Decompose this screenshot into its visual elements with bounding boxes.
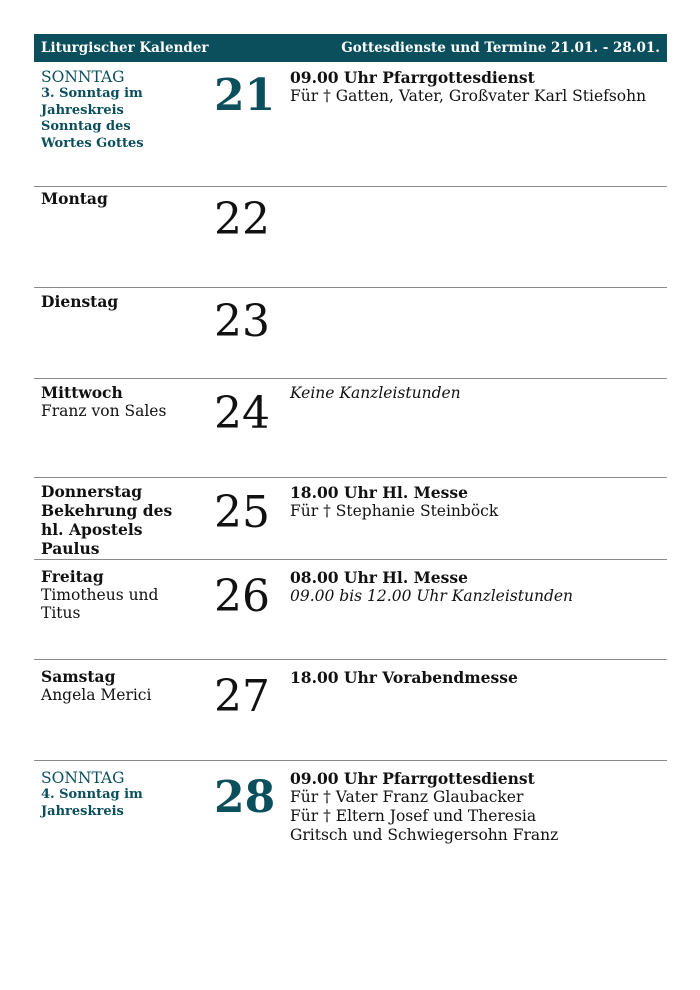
day-row-23 [34, 287, 667, 379]
event-note: 09.00 bis 12.00 Uhr Kanzleistunden [290, 587, 574, 605]
day-row-25 [34, 477, 667, 560]
day-name: Samstag [41, 667, 116, 686]
day-number: 25 [214, 487, 270, 538]
feast-name: 4. Sonntag im Jahreskreis [41, 787, 143, 819]
event-intention: Für † Stephanie Steinböck [290, 502, 499, 520]
day-row-24 [34, 378, 667, 478]
feast-name: Franz von Sales [41, 402, 167, 420]
feast-name: Bekehrung des hl. Apostels Paulus [41, 501, 173, 558]
day-label [41, 190, 201, 208]
day-row-22 [34, 186, 667, 288]
day-name: SONNTAG [41, 769, 125, 787]
day-events [290, 68, 660, 106]
day-name: Freitag [41, 567, 104, 586]
day-events [290, 668, 660, 687]
day-number: 28 [214, 772, 276, 823]
event-title: 09.00 Uhr Pfarrgottesdienst [290, 769, 535, 788]
header-date-range: Gottesdienste und Termine 21.01. - 28.01. [341, 40, 660, 56]
day-events [290, 483, 660, 521]
day-name: Donnerstag [41, 482, 143, 501]
day-number: 21 [214, 70, 276, 121]
day-number: 22 [214, 194, 270, 245]
day-number: 23 [214, 296, 270, 347]
event-intention: Für † Gatten, Vater, Großvater Karl Stiefsohn [290, 87, 647, 105]
day-label [41, 568, 201, 622]
feast-name: 3. Sonntag im Jahreskreis Sonntag des Wortes Gottes [41, 86, 144, 151]
day-row-27 [34, 659, 667, 761]
day-label [41, 68, 201, 152]
day-row-21 [34, 68, 667, 186]
day-label [41, 769, 201, 820]
header-title: Liturgischer Kalender [41, 40, 209, 56]
day-name: Mittwoch [41, 383, 123, 402]
event-note: Keine Kanzleistunden [290, 384, 461, 402]
day-row-28 [34, 760, 667, 881]
day-events [290, 769, 660, 845]
day-name: Montag [41, 189, 108, 208]
day-label [41, 668, 201, 704]
feast-name: Timotheus und Titus [41, 586, 159, 622]
event-intention: Für † Vater Franz Glaubacker [290, 788, 524, 806]
event-intention: Für † Eltern Josef und Theresia Gritsch und Schwiegersohn Franz [290, 807, 559, 844]
event-title: 08.00 Uhr Hl. Messe [290, 568, 468, 587]
day-row-26 [34, 559, 667, 660]
day-name: Dienstag [41, 292, 119, 311]
day-number: 24 [214, 388, 270, 439]
event-title: 09.00 Uhr Pfarrgottesdienst [290, 68, 535, 87]
day-events [290, 384, 660, 403]
day-label [41, 384, 201, 420]
day-label [41, 483, 201, 558]
day-number: 26 [214, 571, 270, 622]
day-name: SONNTAG [41, 68, 125, 86]
day-events [290, 568, 660, 606]
event-title: 18.00 Uhr Vorabendmesse [290, 668, 518, 687]
feast-name: Angela Merici [41, 686, 152, 704]
calendar-header [34, 34, 667, 62]
day-label [41, 293, 201, 311]
event-title: 18.00 Uhr Hl. Messe [290, 483, 468, 502]
day-number: 27 [214, 671, 270, 722]
